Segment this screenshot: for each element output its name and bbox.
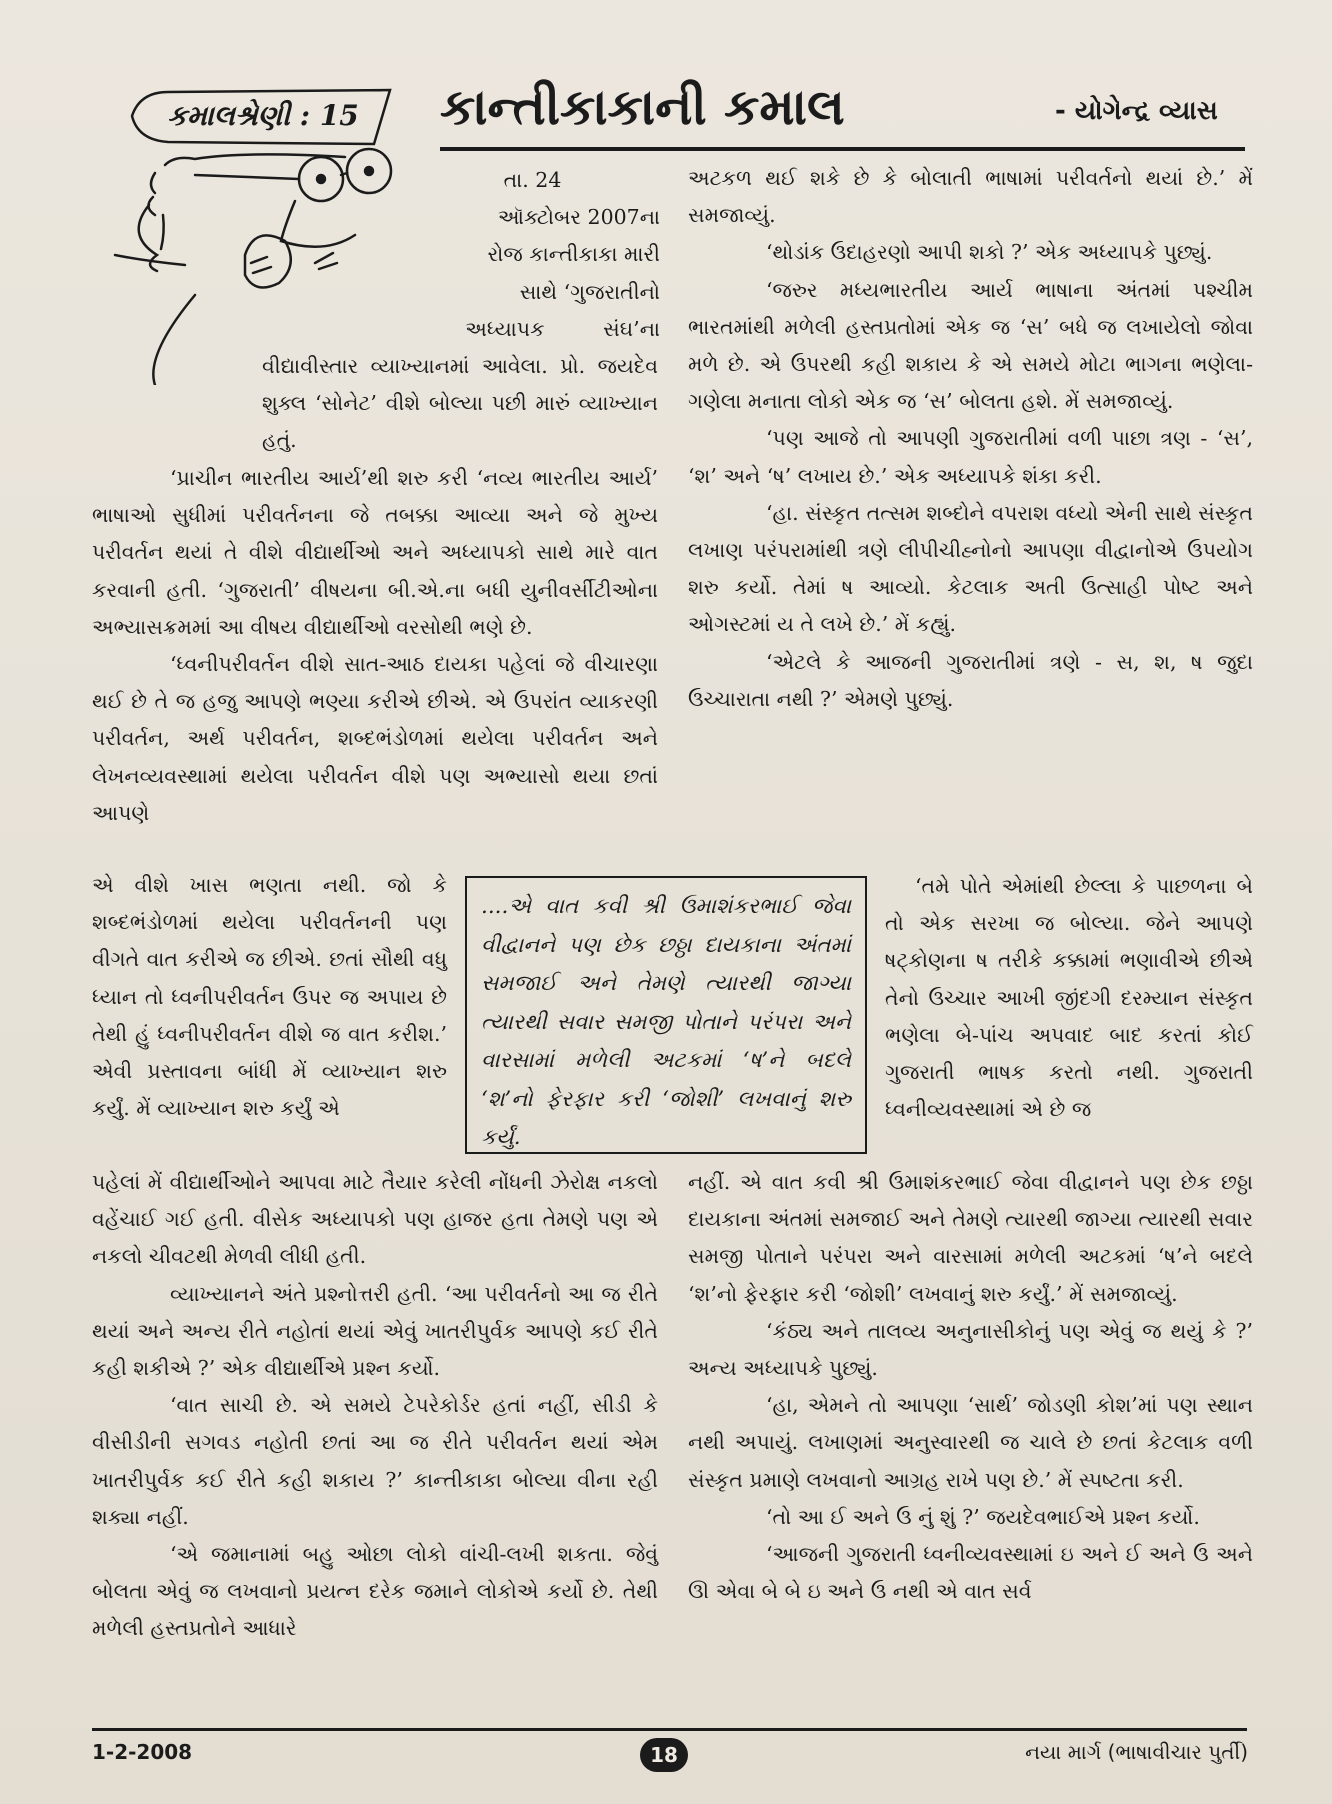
footer-date: 1-2-2008 — [92, 1740, 193, 1764]
right-lower-column — [688, 1164, 1253, 1610]
right-narrow-column — [885, 868, 1253, 1128]
right-column — [688, 160, 1253, 718]
intro-text: વીદ્યાવીસ્તાર વ્યાખ્યાનમાં આવેલા. પ્રો. જયદેવ શુક્લ ‘સોનેટ’ વીશે બોલ્યા પછી મારું વ્યાખ્યાન હતું. — [262, 354, 658, 453]
right-paragraph-8: ‘કંઠ્ય અને તાલવ્ય અનુનાસીકોનું પણ એવું જ થયું કે ?’ અન્ય અધ્યાપકે પુછ્યું. — [688, 1318, 1253, 1381]
footer-rule — [92, 1728, 1247, 1731]
right-paragraph-1: અટકળ થઈ શકે છે કે બોલાતી ભાષામાં પરીવર્તનો થયાં છે.’ મેં સમજાવ્યું. — [688, 166, 1253, 228]
author-name: - યોગેન્દ્ર વ્યાસ — [1055, 96, 1218, 126]
intro-paragraph-tail — [92, 348, 658, 460]
series-label: કમાલશ્રેણી : 15 — [167, 99, 359, 132]
date-line: રોજ કાન્તીકાકા મારી — [487, 242, 660, 267]
right-paragraph-7-narrow: ‘તમે પોતે એમાંથી છેલ્લા કે પાછળના બે તો એક સરખા જ બોલ્યા. જેને આપણે ષટ્કોણના ષ તરીકે કક્કામાં ભણાવીએ છીએ તેનો ઉચ્ચાર આખી જીંદગી દરમ્યાન સંસ્કૃત ભણેલા બે-પાંચ અપવાદ બાદ કરતાં કોઈ ગુજરાતી ભાષક કરતો નથી. ગુજરાતી ધ્વનીવ્યવસ્થામાં એ છે જ — [885, 874, 1253, 1122]
right-paragraph-4: ‘પણ આજે તો આપણી ગુજરાતીમાં વળી પાછા ત્રણ - ‘સ’, ‘શ’ અને ‘ષ’ લખાય છે.’ એક અધ્યાપકે શંકા કરી. — [688, 426, 1253, 488]
right-paragraph-10: ‘તો આ ઈ અને ઉ નું શું ?’ જયદેવભાઈએ પ્રશ્ન કર્યો. — [766, 1504, 1200, 1529]
right-paragraph-3: ‘જરુર મધ્યભારતીય આર્ય ભાષાના અંતમાં પશ્ચીમ ભારતમાંથી મળેલી હસ્તપ્રતોમાં એક જ ‘સ’ બધે જ લખાયેલો જોવા મળે છે. એ ઉપરથી કહી શકાય કે એ સમયે મોટા ભાગના ભણેલા-ગણેલા મનાતા લોકો એક જ ‘સ’ બોલતા હશે. મેં સમજાવ્યું. — [688, 277, 1253, 414]
date-block — [405, 162, 660, 348]
left-narrow-column — [92, 867, 447, 1127]
left-paragraph-2-narrow: એ વીશે ખાસ ભણતા નથી. જો કે શબ્દભંડોળમાં થયેલા પરીવર્તનની પણ વીગતે વાત કરીએ જ છીએ. છતાં સૌથી વધુ ધ્યાન તો ધ્વનીપરીવર્તન ઉપર જ અપાય છે તેથી હું ધ્વનીપરીવર્તન વીશે જ વાત કરીશ.’ એવી પ્રસ્તાવના બાંધી મેં વ્યાખ્યાન શરુ કર્યું. મેં વ્યાખ્યાન શરુ કર્યું એ — [92, 873, 447, 1121]
date-line: ઑક્ટોબર 2007ના — [497, 205, 660, 230]
right-paragraph-2: ‘થોડાંક ઉદાહરણો આપી શકો ?’ એક અધ્યાપકે પુછ્યું. — [766, 240, 1213, 265]
right-paragraph-6: ‘એટલે કે આજની ગુજરાતીમાં ત્રણે - સ, શ, ષ જુદા ઉચ્ચારાતા નથી ?’ એમણે પુછ્યું. — [688, 649, 1253, 711]
page-number: 18 — [640, 1738, 688, 1772]
left-paragraph-1: ‘પ્રાચીન ભારતીય આર્ય’થી શરુ કરી ‘નવ્ય ભારતીય આર્ય’ ભાષાઓ સુધીમાં પરીવર્તનના જે તબક્કા આવ્યા અને જે મુખ્ય પરીવર્તન થયાં તે વીશે વીદ્યાર્થીઓ અને અધ્યાપકો સાથે મારે વાત કરવાની હતી. ‘ગુજરાતી’ વીષયના બી.એ.ના બધી યુનીવર્સીટીઓના અભ્યાસક્રમમાં આ વીષય વીદ્યાર્થીઓ વરસોથી ભણે છે. — [92, 466, 658, 639]
publication-name: નયા માર્ગ (ભાષાવીચાર પુર્તી) — [1025, 1740, 1248, 1764]
left-paragraph-4: ‘વાત સાચી છે. એ સમયે ટેપરેકોર્ડર હતાં નહીં, સીડી કે વીસીડીની સગવડ નહોતી છતાં આ જ રીતે પરીવર્તન થયાં એમ ખાતરીપુર્વક કઈ રીતે કહી શકાય ?’ કાન્તીકાકા બોલ્યા વીના રહી શક્યા નહીં. — [92, 1393, 658, 1529]
right-paragraph-11: ‘આજની ગુજરાતી ધ્વનીવ્યવસ્થામાં ઇ અને ઈ અને ઉ અને ઊ એવા બે બે ઇ અને ઉ નથી એ વાત સર્વ — [688, 1542, 1253, 1604]
left-paragraph-5: ‘એ જમાનામાં બહુ ઓછા લોકો વાંચી-લખી શકતા. જેવું બોલતા એવું જ લખવાનો પ્રયત્ન દરેક જમાને લોકોએ કર્યો છે. તેથી મળેલી હસ્તપ્રતોને આધારે — [92, 1542, 658, 1641]
date-line: તા. 24 — [503, 168, 562, 192]
date-line: સાથે ‘ગુજરાતીનો — [519, 279, 660, 304]
left-column — [92, 460, 658, 832]
left-paragraph-3: વ્યાખ્યાનને અંતે પ્રશ્નોત્તરી હતી. ‘આ પરીવર્તનો આ જ રીતે થયાં અને અન્ય રીતે નહોતાં થયાં એવું ખાતરીપુર્વક આપણે કઈ રીતે કહી શકીએ ?’ એક વીદ્યાર્થીએ પ્રશ્ન કર્યો. — [92, 1281, 658, 1381]
pull-quote-text: ....એ વાત કવી શ્રી ઉમાશંકરભાઈ જેવા વીદ્વાનને પણ છેક છઠ્ઠા દાયકાના અંતમાં સમજાઈ અને તેમણે ત્યારથી જાગ્યા ત્યારથી સવાર સમજી પોતાને પરંપરા અને વારસામાં મળેલી અટકમાં ‘ષ’ને બદલે ‘શ’નો ફેરફાર કરી ‘જોશી’ લખવાનું શરુ કર્યું. — [481, 894, 851, 1150]
page-title: કાન્તીકાકાની કમાલ — [440, 78, 845, 136]
date-line: અધ્યાપક સંઘ’ના — [465, 316, 660, 341]
left-paragraph-2: ‘ધ્વનીપરીવર્તન વીશે સાત-આઠ દાયકા પહેલાં જે વીચારણા થઈ છે તે જ હજુ આપણે ભણ્યા કરીએ છીએ. એ ઉપરાંત વ્યાકરણી પરીવર્તન, અર્થ પરીવર્તન, શબ્દભંડોળમાં થયેલા પરીવર્તન અને લેખનવ્યવસ્થામાં થયેલા પરીવર્તન વીશે પણ અભ્યાસો થયા છતાં આપણે — [92, 652, 658, 825]
title-rule — [440, 147, 1245, 151]
right-paragraph-7-tail: નહીં. એ વાત કવી શ્રી ઉમાશંકરભાઈ જેવા વીદ્વાનને પણ છેક છઠ્ઠા દાયકાના અંતમાં સમજાઈ અને તેમણે ત્યારથી જાગ્યા ત્યારથી સવાર સમજી પોતાને પરંપરા અને વારસામાં મળેલી અટકમાં ‘ષ’ને બદલે ‘શ’નો ફેરફાર કરી ‘જોશી’ લખવાનું શરુ કર્યું.’ મેં સમજાવ્યું. — [688, 1170, 1253, 1306]
right-paragraph-5: ‘હા. સંસ્કૃત તત્સમ શબ્દોને વપરાશ વધ્યો એની સાથે સંસ્કૃત લખાણ પરંપરામાંથી ત્રણે લીપીચીહ્નોનો આપણા વીદ્વાનોએ ઉપયોગ શરુ કર્યો. તેમાં ષ આવ્યો. કેટલાક અતી ઉત્સાહી પોષ્ટ અને ઓગસ્ટમાં ય તે લખે છે.’ મેં કહ્યું. — [688, 500, 1253, 637]
left-lower-column — [92, 1164, 658, 1648]
left-paragraph-2-tail: પહેલાં મેં વીદ્યાર્થીઓને આપવા માટે તૈયાર કરેલી નોંધની ઝેરોક્ષ નકલો વહેંચાઈ ગઈ હતી. વીસેક અધ્યાપકો પણ હાજર હતા તેમણે પણ એ નકલો ચીવટથી મેળવી લીધી હતી. — [92, 1170, 658, 1269]
pull-quote-box — [465, 876, 867, 1154]
right-paragraph-9: ‘હા, એમને તો આપણા ‘સાર્થ’ જોડણી કોશ’માં પણ સ્થાન નથી અપાયું. લખાણમાં અનુસ્વારથી જ ચાલે છે છતાં કેટલાક વળી સંસ્કૃત પ્રમાણે લખવાનો આગ્રહ રાખે પણ છે.’ મેં સ્પષ્ટતા કરી. — [688, 1393, 1253, 1492]
